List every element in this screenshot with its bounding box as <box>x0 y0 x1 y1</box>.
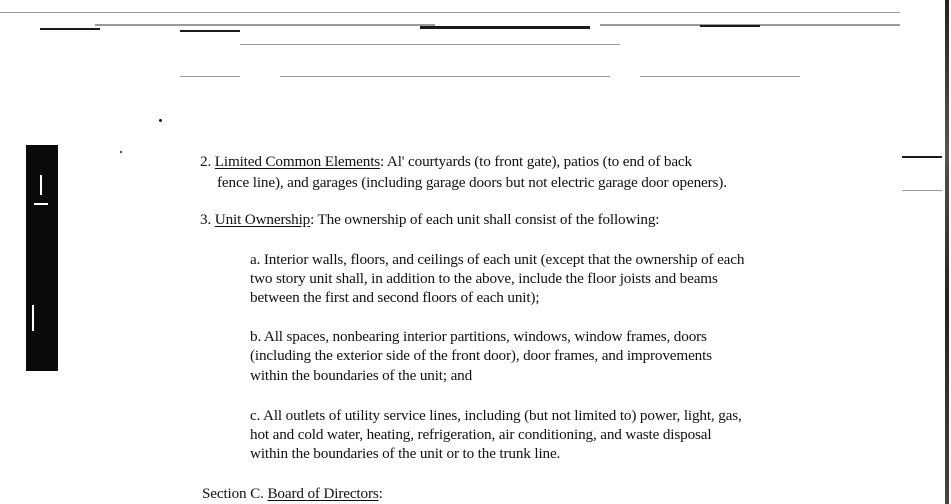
scan-artifact-line <box>902 190 942 191</box>
item-2-text-1: : Al' courtyards (to front gate), patios (to end of back <box>380 153 692 170</box>
scan-right-edge <box>945 0 949 504</box>
scan-artifact-top-line <box>0 12 900 13</box>
scan-artifact-top-line <box>95 24 435 26</box>
sub-c-line-1: c. All outlets of utility service lines, including (but not limited to) power, light, gas, <box>250 407 742 424</box>
sub-c-line-3: within the boundaries of the unit or to the trunk line. <box>250 445 561 462</box>
sub-a-line-1: a. Interior walls, floors, and ceilings of each unit (except that the ownership of each <box>250 251 745 268</box>
scan-artifact-dot <box>120 151 122 153</box>
item-2-line-1 <box>200 152 692 172</box>
scan-artifact-top-line <box>640 76 800 77</box>
sub-c-line-2: hot and cold water, heating, refrigeration, air conditioning, and waste disposal <box>250 426 712 443</box>
item-2-heading: Limited Common Elements <box>214 153 381 170</box>
scan-artifact-mark <box>34 203 48 205</box>
scan-artifact-top-line <box>420 26 590 29</box>
item-2-text-2: fence line), and garages (including garage doors but not electric garage door openers). <box>217 174 727 191</box>
scan-artifact-top-line <box>280 76 610 77</box>
scan-artifact-line <box>902 156 942 158</box>
section-c-suffix: : <box>378 485 383 502</box>
item-3-heading: Unit Ownership <box>214 211 311 228</box>
scan-artifact-mark <box>32 305 34 331</box>
item-2-line-2 <box>217 173 727 193</box>
sub-b-line-3: within the boundaries of the unit; and <box>250 367 473 384</box>
sub-a-line-2: two story unit shall, in addition to the above, include the floor joists and beams <box>250 270 718 287</box>
scan-artifact-top-line <box>240 44 620 45</box>
scan-artifact-top-line <box>180 30 240 32</box>
scan-artifact-top-line <box>700 25 760 27</box>
scan-artifact-top-line <box>40 28 100 30</box>
scan-artifact-mark <box>40 175 42 195</box>
section-c-prefix: Section C. <box>202 485 268 502</box>
item-3-text-1: : The ownership of each unit shall consist of the following: <box>310 211 660 228</box>
scan-artifact-dot <box>159 119 162 122</box>
scan-binding-strip <box>26 145 58 371</box>
item-2-number: 2. <box>200 153 212 170</box>
sub-b-line-1: b. All spaces, nonbearing interior partitions, windows, window frames, doors <box>250 328 707 345</box>
item-3-number: 3. <box>200 211 212 228</box>
sub-b-line-2: (including the exterior side of the front door), door frames, and improvements <box>250 347 712 364</box>
section-c-title: Board of Directors <box>267 485 379 502</box>
section-c-heading <box>202 484 383 504</box>
scan-artifact-top-line <box>180 76 240 77</box>
item-3-line-1 <box>200 210 659 230</box>
sub-a-line-3: between the first and second floors of each unit); <box>250 289 540 306</box>
